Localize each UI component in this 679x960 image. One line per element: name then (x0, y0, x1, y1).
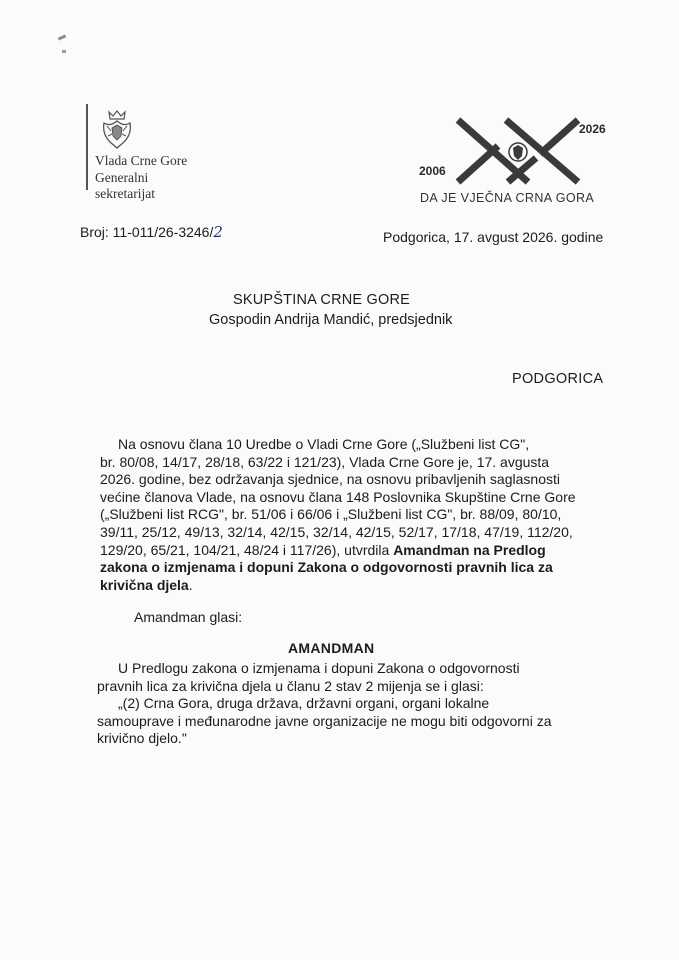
recipient-city: PODGORICA (512, 371, 604, 387)
document-date: Podgorica, 17. avgust 2026. godine (383, 229, 604, 245)
jubilee-year-end: 2026 (579, 122, 606, 136)
letterhead-rule (86, 104, 88, 190)
body-line (100, 559, 576, 577)
body-line: većine članova Vlade, na osnovu člana 148 Poslovnika Skupštine Crne Gore (100, 488, 576, 505)
body-line: br. 80/08, 14/17, 28/18, 63/22 i 121/23), Vlada Crne Gore je, 17. avgusta (100, 453, 550, 470)
body-line: 2026. godine, bez održavanja sjednice, na osnovu pribavljenih saglasnosti (100, 471, 560, 488)
body-line: 39/11, 25/12, 49/13, 32/14, 42/15, 32/14, 42/15, 52/17, 17/18, 47/19, 112/20, (100, 523, 573, 540)
body-line-end: . (188, 576, 193, 593)
body-line: Na osnovu člana 10 Uredbe o Vladi Crne Gore („Službeni list CG", (118, 436, 530, 452)
amendment-intro: Amandman glasi: (134, 609, 243, 625)
amendment-subject: krivična djela (100, 576, 189, 593)
coat-of-arms-icon (100, 108, 134, 150)
body-line-text: 129/20, 65/21, 104/21, 48/24 i 117/26), utvrdila (100, 541, 390, 558)
handwritten-suffix: 2 (213, 223, 223, 241)
reference-label: Broj: 11-011/26-3246/ (80, 224, 214, 240)
body-line: samouprave i međunarodne javne organizacije ne mogu biti odgovorni za (97, 712, 552, 729)
jubilee-year-start: 2006 (419, 164, 446, 178)
body-line: pravnih lica za krivična djela u članu 2 stav 2 mijenja se i glasi: (97, 677, 484, 694)
body-line (100, 577, 576, 595)
body-paragraph-2 (97, 660, 552, 748)
recipient-person: Gospodin Andrija Mandić, predsjednik (209, 312, 453, 328)
scan-mark (58, 34, 67, 40)
recipient-institution: SKUPŠTINA CRNE GORE (233, 292, 411, 308)
body-line: U Predlogu zakona o izmjenama i dopuni Zakona o odgovornosti (118, 660, 520, 676)
body-line: „(2) Crna Gora, druga država, državni organi, organi lokalne (118, 695, 490, 712)
gov-line: Vlada Crne Gore (95, 153, 188, 168)
amendment-subject: zakona o izmjenama i dopuni Zakona o odgovornosti pravnih lica za (100, 559, 553, 576)
reference-number (80, 223, 223, 241)
amendment-title: AMANDMAN (288, 640, 375, 656)
scan-mark (62, 50, 66, 53)
body-paragraph-1 (100, 436, 576, 594)
gov-line: Generalni (95, 169, 149, 185)
government-name (95, 153, 187, 203)
gov-line: sekretarijat (95, 186, 155, 201)
body-line (100, 542, 576, 560)
body-line: („Službeni list RCG", br. 51/06 i 66/06 i „Službeni list CG", br. 88/09, 80/10, (100, 506, 562, 523)
body-line: krivično djelo." (97, 730, 187, 747)
jubilee-motto: DA JE VJEČNA CRNA GORA (420, 191, 595, 205)
amendment-subject: Amandman na Predlog (393, 541, 546, 558)
